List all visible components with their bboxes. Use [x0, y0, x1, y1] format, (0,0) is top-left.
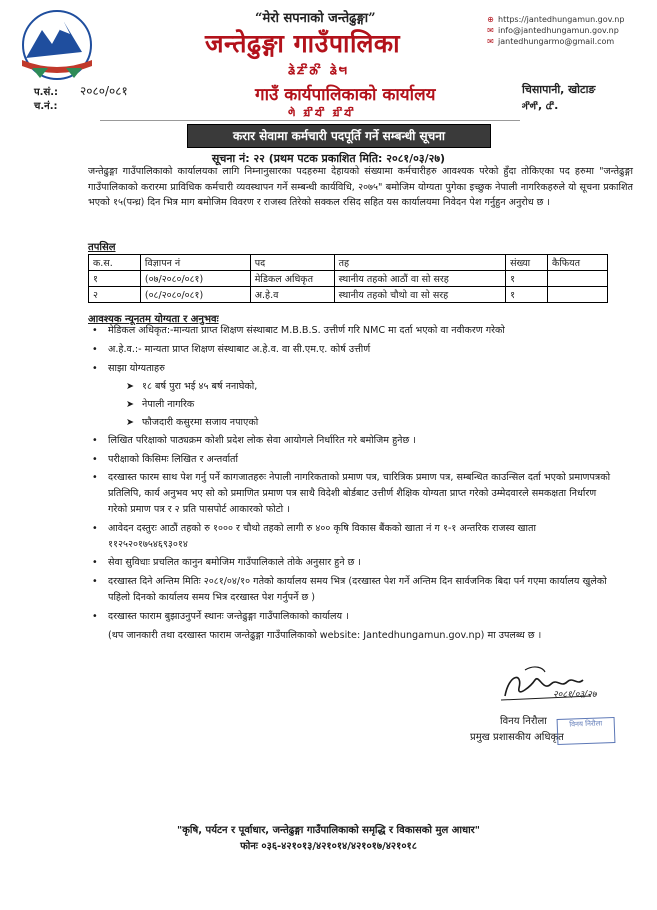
footnote: (थप जानकारी तथा दरखास्त फाराम जन्तेढुङ्गा गाउँपालिकाको website: Jantedhungamun.gov.np) मा उपलब्ध छ ।: [108, 629, 542, 641]
list-item-text: दरखास्त दिने अन्तिम मितिः २०८१/०४/१० गतेको कार्यालय समय भित्र (दरखास्त पेश गर्ने अन्तिम दिन सार्वजनिक बिदा पर्न गएमा कार्यालय खुलेको पहिलो दिनको कार्यालय समय भित्र दरखास्त पेश गर्नुपर्ने छ ): [108, 576, 607, 603]
list-item-text: आवेदन दस्तुरः आठौं तहको रु १००० र चौथो तहको लागी रु ४०० कृषि विकास बैंकको खाता नं ग १-१ अन्तरिक राजस्व खाता ११२५२०१७५४६९३०१४: [108, 522, 536, 550]
cell-count: १: [506, 271, 548, 287]
stamp-text: विनय निरौला: [569, 719, 603, 729]
table-header-row: [89, 255, 608, 271]
list-item-text: साझा योग्यताहरु: [108, 362, 165, 374]
list-item-text: लिखित परिक्षाको पाठ्यक्रम कोशी प्रदेश लोक सेवा आयोगले निर्धारित गरे बमोजिम हुनेछ ।: [108, 434, 416, 446]
qualification-list: [82, 323, 612, 643]
header-slogan: “मेरो सपनाको जन्तेढुङ्गा”: [255, 11, 376, 26]
email-icon: ✉: [487, 37, 494, 46]
list-item: • दरखास्त फाराम बुझाउनुपर्ने स्थानः जन्तेढुङ्गा गाउँपालिकाको कार्यालय ।: [92, 610, 349, 622]
cell-post: अ.हे.व: [250, 287, 334, 303]
ref-value: २०८०/०८१: [80, 84, 128, 98]
contact-email-alt[interactable]: [486, 36, 624, 47]
footer-slogan: "कृषि, पर्यटन र पूर्वाधार, जन्तेढुङ्गा गाउँपालिकाको समृद्धि र विकासको मुल आधार": [176, 825, 480, 836]
col-header-level: तह: [334, 255, 506, 271]
col-header-ad-no: विज्ञापन नं: [140, 255, 250, 271]
office-title-script: ᤛᤧ ᤀᤡᤔᤡ ᤀᤡᤔᤡ: [288, 105, 356, 120]
list-item: • मेडिकल अधिकृत:-मान्यता प्राप्त शिक्षण संस्थाबाट M.B.B.S. उत्तीर्ण गरि NMC मा दर्ता भएको वा नवीकरण गरेको: [92, 325, 505, 336]
qualification-label: आवश्यक न्यूनतम योग्यता र अनुभवः: [88, 314, 219, 325]
org-name: जन्तेढुङ्गा गाउँपालिका: [205, 29, 401, 58]
list-item-text: दरखास्त फारम साथ पेश गर्नु पर्ने कागजातहरुः नेपाली नागरिकताको प्रमाण पत्र, चारित्रिक प्रमाण पत्र, सम्बन्धित काउन्सिल दर्ता भएको प्रमाणपत्रको प्रतिलिपि, कार्य अनुभव भए सो को प्रमाणित प्रमाण पत्र साथै विदेशी बोर्डबाट उत्तीर्ण शैक्षिक योग्यता प्राप्त गरेको उम्मेदवारले समकक्षता निर्धारण गरेको प्रमाण पत्र र २ प्रति पासपोर्ट आकारको फोटो ।: [108, 472, 611, 515]
cell-post: मेडिकल अधिकृत: [250, 271, 334, 287]
cell-sn: १: [89, 271, 141, 287]
col-header-post: पद: [250, 255, 334, 271]
arrow-icon: ➤: [126, 399, 135, 411]
signature-date: २०८१/०३/२७: [553, 690, 597, 700]
sub-list-item: ➤ नेपाली नागरिक: [82, 397, 612, 413]
arrow-icon: ➤: [126, 381, 135, 393]
org-name-script: ᤕᤧᤏᤡᤌᤡ ᤕᤧᤗ: [288, 60, 349, 78]
cell-level: स्थानीय तहको आठौं वा सो सरह: [334, 271, 506, 287]
table-row: [89, 287, 608, 303]
dispatch-label: च.नं.:: [34, 101, 58, 112]
ref-label: प.सं.:: [34, 87, 59, 98]
cell-remarks: [548, 271, 608, 287]
contact-email[interactable]: [486, 25, 624, 36]
notice-intro: जन्तेढुङ्गा गाउँपालिकाको कार्यालयका लागि निम्नानुसारका पदहरुमा देहायको संख्यामा कर्मचारीहरु आवश्यक परेको हुँदा तोकिएका पद हरुमा "जन्तेढुङ्गा गाउँपालिकाको करारमा प्राविधिक कर्मचारी व्यवस्थापन गर्ने सम्बन्धी कार्यविधि, २०७५" बमोजिम योग्यता पुगेका इच्छुक नेपाली नागरिकहरुले यो सूचना प्रकाशित भएको १५(पन्ध्र) दिन भित्र माग बमोजिम विवरण र राजस्व तिरेको सक्कल रसिद सहित यस कार्यालयमा निवेदन पेश गर्नुहुन अनुरोध छ ।: [88, 166, 633, 208]
list-item-text: मेडिकल अधिकृत:-मान्यता प्राप्त शिक्षण संस्थाबाट M.B.B.S. उत्तीर्ण गरि NMC मा दर्ता भएको वा नवीकरण गरेको: [108, 325, 505, 336]
col-header-sn: क.स.: [89, 255, 141, 271]
cell-level: स्थानीय तहको चौथो वा सो सरह: [334, 287, 506, 303]
arrow-icon: ➤: [126, 416, 135, 428]
list-item-text: दरखास्त फाराम बुझाउनुपर्ने स्थानः जन्तेढुङ्गा गाउँपालिकाको कार्यालय ।: [108, 610, 349, 622]
office-title: गाउँ कार्यपालिकाको कार्यालय: [255, 85, 436, 105]
cell-sn: २: [89, 287, 141, 303]
official-stamp: [557, 717, 616, 745]
address-line-2: ᤆᤡᤛᤡ, ᤂᤡ.: [522, 99, 559, 112]
schedule-label: तपसिल: [88, 242, 116, 253]
list-item: • अ.हे.व.:- मान्यता प्राप्त शिक्षण संस्थाबाट अ.हे.व. वा सी.एम.ए. कोर्ष उत्तीर्ण: [92, 343, 371, 355]
col-header-count: संख्या: [506, 255, 548, 271]
cell-ad-no: (०८/२०८०/०८१): [140, 287, 250, 303]
cell-ad-no: (०७/२०८०/०८१): [140, 271, 250, 287]
list-item-text: सेवा सुविधाः प्रचलित कानुन बमोजिम गाउँपालिकाले तोके अनुसार हुने छ ।: [108, 557, 362, 569]
footer-phone: फोनः ०३६-४२१०१३/४२१०१४/४२१०१७/४२१०१८: [240, 841, 417, 852]
email-text: info@jantedhungamun.gov.np: [498, 26, 619, 35]
list-item: • दरखास्त फारम साथ पेश गर्नु पर्ने कागजातहरुः नेपाली नागरिकताको प्रमाण पत्र, चारित्रिक प्रमाण पत्र, सम्बन्धित काउन्सिल दर्ता भएको प्रमाणपत्रको प्रतिलिपि, कार्य अनुभव भए सो को प्रमाणित प्रमाण पत्र साथै विदेशी बोर्डबाट उत्तीर्ण शैक्षिक योग्यता प्राप्त गरेको उम्मेदवारले समकक्षता निर्धारण गरेको प्रमाण पत्र र २ प्रति पासपोर्ट आकारको फोटो ।: [92, 472, 611, 515]
website-text: https://jantedhungamun.gov.np: [498, 15, 625, 24]
list-item-text: अ.हे.व.:- मान्यता प्राप्त शिक्षण संस्थाबाट अ.हे.व. वा सी.एम.ए. कोर्ष उत्तीर्ण: [108, 343, 371, 355]
notice-number: सूचना नं: २२ (प्रथम पटक प्रकाशित मिति: २०८१/०३/२७): [211, 152, 446, 165]
web-icon: ⊕: [487, 15, 494, 24]
list-item: • दरखास्त दिने अन्तिम मितिः २०८१/०४/१० गतेको कार्यालय समय भित्र (दरखास्त पेश गर्ने अन्तिम दिन सार्वजनिक बिदा पर्न गएमा कार्यालय खुलेको पहिलो दिनको कार्यालय समय भित्र दरखास्त पेश गर्नुपर्ने छ ): [92, 576, 607, 603]
email-icon: ✉: [487, 26, 494, 35]
reference-block: [34, 84, 128, 114]
sub-list-item: ➤ फौजदारी कसुरमा सजाय नपाएको: [82, 415, 612, 431]
list-item: • लिखित परिक्षाको पाठ्यक्रम कोशी प्रदेश लोक सेवा आयोगले निर्धारित गरे बमोजिम हुनेछ ।: [92, 434, 416, 446]
list-item: • परीक्षाको किसिमः लिखित र अन्तर्वार्ता: [92, 453, 239, 465]
list-item-text: परीक्षाको किसिमः लिखित र अन्तर्वार्ता: [108, 453, 239, 465]
schedule-table: [88, 254, 608, 303]
list-item: • सेवा सुविधाः प्रचलित कानुन बमोजिम गाउँपालिकाले तोके अनुसार हुने छ ।: [92, 557, 362, 569]
list-item: • आवेदन दस्तुरः आठौं तहको रु १००० र चौथो तहको लागी रु ४०० कृषि विकास बैंकको खाता नं ग १-१ अन्तरिक राजस्व खाता ११२५२०१७५४६९३०१४: [92, 522, 536, 550]
cell-remarks: [548, 287, 608, 303]
office-address: [522, 82, 595, 114]
contact-website[interactable]: [486, 14, 624, 25]
signer-title: प्रमुख प्रशासकीय अधिकृत: [470, 732, 564, 743]
handwritten-signature: [495, 666, 615, 706]
table-row: [89, 271, 608, 287]
signer-name: विनय निरौला: [500, 716, 547, 727]
col-header-remarks: कैफियत: [548, 255, 608, 271]
list-item: • साझा योग्यताहरु: [92, 362, 165, 374]
email-alt-text: jantedhungarmo@gmail.com: [498, 37, 615, 46]
notice-title: करार सेवामा कर्मचारी पदपूर्ति गर्ने सम्बन्धी सूचना: [187, 124, 491, 148]
contact-list: [486, 14, 624, 47]
municipality-logo: [12, 8, 102, 82]
cell-count: १: [506, 287, 548, 303]
address-line-1: चिसापानी, खोटाङ: [522, 83, 596, 96]
header-divider: [100, 120, 520, 121]
sub-list-item: ➤ १८ बर्ष पुरा भई ४५ बर्ष ननाघेको,: [82, 379, 612, 395]
